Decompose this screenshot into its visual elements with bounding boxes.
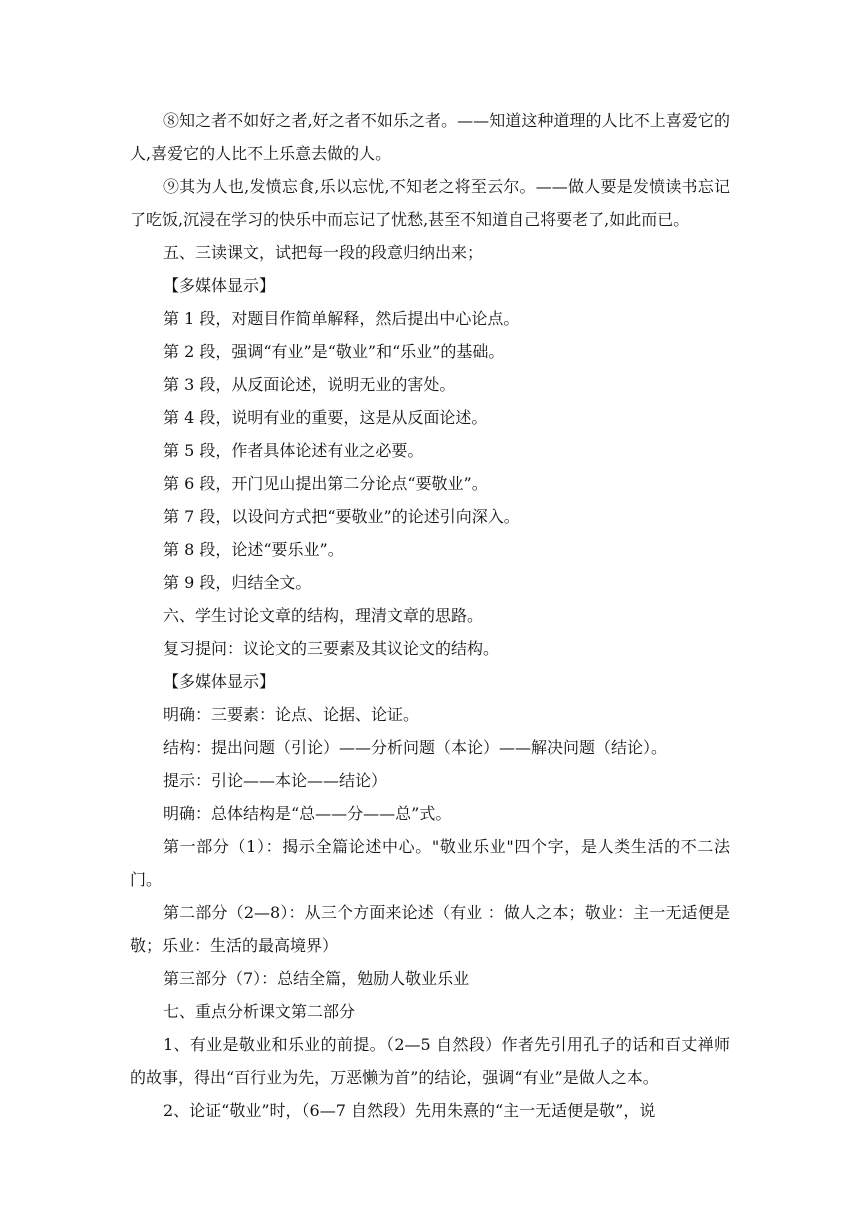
analysis-point-2: 2、论证“敬业”时，（6—7 自然段）先用朱熹的“主一无适便是敬”，说 <box>163 1101 656 1120</box>
paragraph-summary-9: 第 9 段，归结全文。 <box>163 573 312 592</box>
multimedia-label-2: 【多媒体显示】 <box>163 672 276 691</box>
paragraph-quote-9: ⑨其为人也,发愤忘食,乐以忘忧,不知老之将至云尔。——做人要是发愤读书忘记了吃饭,沉浸在学习的快乐中而忘记了忧愁,甚至不知道自己将要老了,如此而已。 <box>130 177 730 229</box>
part-three: 第三部分（7）：总结全篇，勉励人敬业乐业 <box>163 969 470 988</box>
paragraph-summary-7: 第 7 段，以设问方式把“要敬业”的论述引向深入。 <box>163 507 520 526</box>
review-question: 复习提问：议论文的三要素及其议论文的结构。 <box>163 639 500 658</box>
document-page <box>130 104 730 1127</box>
paragraph-summary-6: 第 6 段，开门见山提出第二分论点“要敬业”。 <box>163 474 488 493</box>
section-heading-5: 五、三读课文，试把每一段的段意归纳出来； <box>163 243 484 262</box>
structure-line: 结构：提出问题（引论）——分析问题（本论）——解决问题（结论）。 <box>163 738 668 757</box>
hint-line: 提示：引论——本论——结论） <box>163 771 388 790</box>
paragraph-summary-2: 第 2 段，强调“有业”是“敬业”和“乐业”的基础。 <box>163 342 505 361</box>
paragraph-quote-8: ⑧知之者不如好之者,好之者不如乐之者。——知道这种道理的人比不上喜爱它的人,喜爱它的人比不上乐意去做的人。 <box>130 111 730 163</box>
paragraph-summary-5: 第 5 段，作者具体论述有业之必要。 <box>163 441 424 460</box>
part-one: 第一部分（1）：揭示全篇论述中心。"敬业乐业"四个字，是人类生活的不二法门。 <box>130 837 730 889</box>
multimedia-label: 【多媒体显示】 <box>163 276 276 295</box>
analysis-point-1: 1、有业是敬业和乐业的前提。（2—5 自然段）作者先引用孔子的话和百丈禅师的故事，得出“百行业为先，万恶懒为首”的结论，强调“有业”是做人之本。 <box>130 1035 730 1087</box>
section-heading-7: 七、重点分析课文第二部分 <box>163 1002 356 1021</box>
paragraph-summary-1: 第 1 段，对题目作简单解释，然后提出中心论点。 <box>163 309 520 328</box>
clarify-overall-structure: 明确：总体结构是“总——分——总”式。 <box>163 804 452 823</box>
clarify-three-elements: 明确：三要素：论点、论据、论证。 <box>163 705 420 724</box>
paragraph-summary-8: 第 8 段，论述“要乐业”。 <box>163 540 344 559</box>
part-two: 第二部分（2—8）：从三个方面来论述（有业 ：做人之本；敬业：主一无适便是敬；乐业：生活的最高境界） <box>130 903 730 955</box>
section-heading-6: 六、学生讨论文章的结构，理清文章的思路。 <box>163 606 484 625</box>
paragraph-summary-4: 第 4 段，说明有业的重要，这是从反面论述。 <box>163 408 488 427</box>
paragraph-summary-3: 第 3 段，从反面论述，说明无业的害处。 <box>163 375 456 394</box>
